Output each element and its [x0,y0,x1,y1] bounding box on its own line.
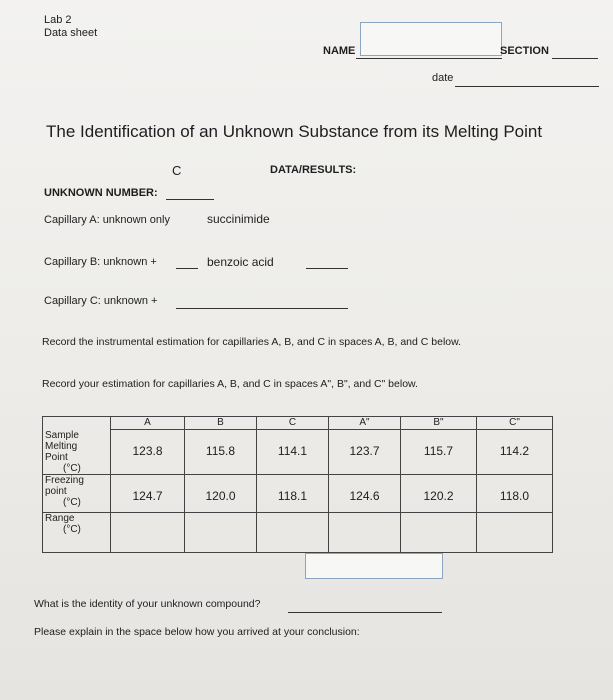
table-header-row [43,417,553,430]
table-cell[interactable]: 114.1 [257,430,329,475]
table-cell[interactable] [329,512,401,553]
table-cell[interactable]: 123.7 [329,430,401,475]
table-cell[interactable] [257,512,329,553]
freezing-label-line1: Freezing [45,474,84,486]
table-cell[interactable]: 115.8 [185,430,257,475]
freezing-label-line2: point [45,485,67,497]
table-cell[interactable]: 118.0 [477,474,553,512]
melting-label-line1: Sample [45,429,79,441]
data-results-heading: DATA/RESULTS: [270,164,357,176]
range-label-line1: Range [45,512,75,524]
table-cell[interactable] [477,512,553,553]
capillary-b-line-right [306,268,348,269]
question-identity: What is the identity of your unknown compound? [34,598,261,610]
table-row-melting [43,430,553,475]
capillary-c-label: Capillary C: unknown + [44,295,158,307]
capillary-a-label: Capillary A: unknown only [44,214,170,226]
table-cell[interactable]: 114.2 [477,430,553,475]
melting-label-line2: Melting [45,440,78,452]
name-label: NAME [323,45,356,57]
capillary-c-line[interactable] [176,308,348,309]
handwritten-c-mark: C [172,163,182,178]
table-cell[interactable] [111,512,185,553]
name-field[interactable] [360,22,502,56]
table-cell[interactable] [401,512,477,553]
section-line[interactable] [552,58,598,59]
capillary-b-line-left [176,268,198,269]
table-row-freezing [43,474,553,512]
header-b-prime: B" [401,417,477,430]
capillary-a-value: succinimide [207,212,270,226]
unknown-number-label: UNKNOWN NUMBER: [44,187,158,199]
instruction-instrumental: Record the instrumental estimation for capillaries A, B, and C in spaces A, B, and C below. [42,336,462,348]
header-b: B [185,417,257,430]
range-unit: (°C) [63,523,81,535]
capillary-b-label: Capillary B: unknown + [44,256,157,268]
page-title: The Identification of an Unknown Substance from its Melting Point [46,122,543,141]
table-cell[interactable]: 124.6 [329,474,401,512]
header-a-prime: A" [329,417,401,430]
unknown-number-line[interactable] [166,199,214,200]
table-cell[interactable]: 123.8 [111,430,185,475]
identity-answer-line[interactable] [288,612,442,613]
table-cell[interactable]: 115.7 [401,430,477,475]
freezing-unit: (°C) [63,496,81,508]
date-label: date [432,72,454,84]
table-row-range [43,512,553,553]
results-table [42,416,553,553]
question-explanation: Please explain in the space below how you arrived at your conclusion: [34,626,360,638]
lab-number: Lab 2 [44,14,72,26]
row-label-melting [43,430,111,475]
melting-label-line3: Point [45,451,68,463]
name-line [356,58,502,59]
header-c-prime: C" [477,417,553,430]
table-cell[interactable]: 118.1 [257,474,329,512]
table-cell[interactable] [185,512,257,553]
section-label: SECTION [500,45,549,57]
row-label-range [43,512,111,553]
row-label-freezing [43,474,111,512]
capillary-b-value: benzoic acid [207,255,274,269]
table-cell[interactable]: 124.7 [111,474,185,512]
date-line[interactable] [455,86,599,87]
instruction-estimation: Record your estimation for capillaries A, B, and C in spaces A", B", and C" below. [42,378,418,390]
melting-unit: (°C) [63,462,81,474]
header-a: A [111,417,185,430]
table-cell[interactable]: 120.0 [185,474,257,512]
answer-box[interactable] [305,553,443,579]
table-cell[interactable]: 120.2 [401,474,477,512]
sheet-subtitle: Data sheet [44,27,98,39]
header-c: C [257,417,329,430]
header-corner [43,417,111,430]
